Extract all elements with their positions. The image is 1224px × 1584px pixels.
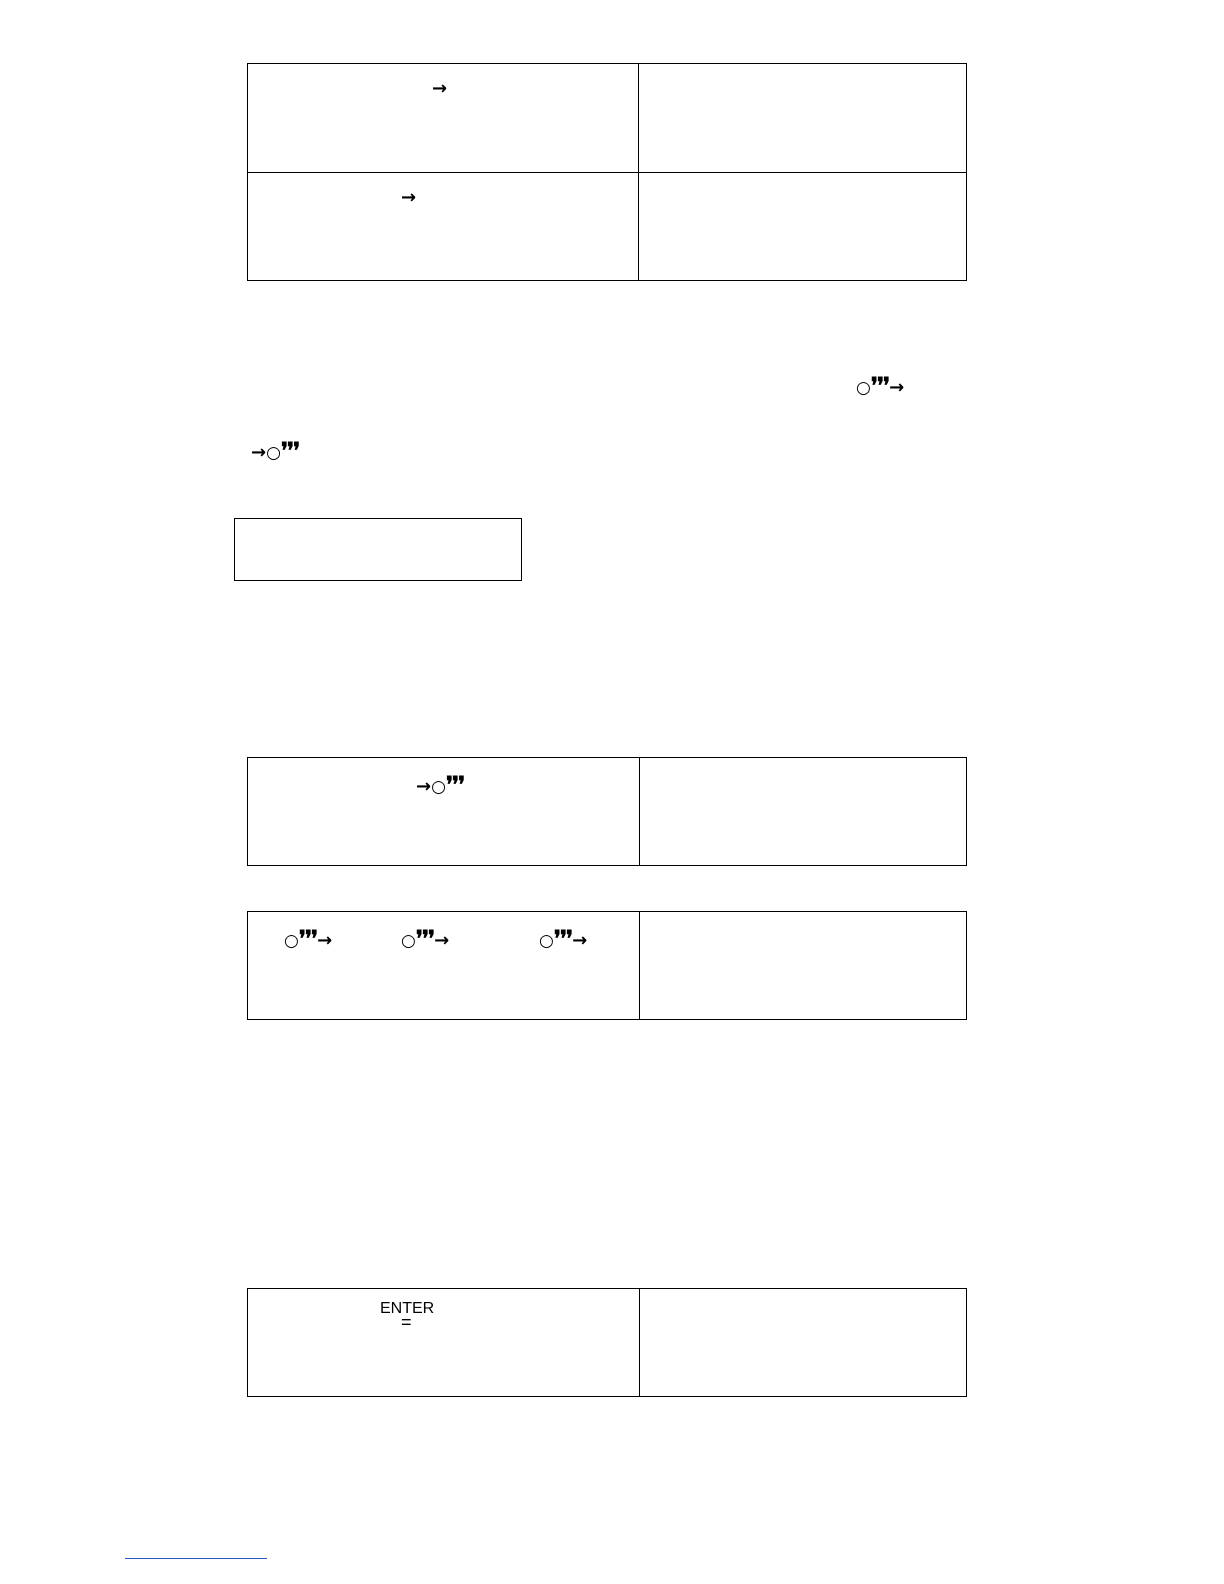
table-1-row-divider bbox=[248, 172, 966, 173]
comma-icon: ❜ bbox=[421, 926, 429, 952]
comma-icon: ❜ bbox=[553, 926, 560, 952]
arrow-icon: → bbox=[251, 442, 267, 463]
comma-icon: ❜ bbox=[428, 926, 435, 952]
circle-icon: ○ bbox=[856, 378, 871, 398]
arrow-circle-comma-sequence bbox=[416, 774, 464, 796]
arrow-icon: → bbox=[401, 187, 417, 208]
arrow-circle-comma-sequence bbox=[251, 440, 299, 462]
circle-comma-arrow-sequence bbox=[539, 928, 587, 950]
table-4-column-divider bbox=[639, 1289, 640, 1396]
circle-icon: ○ bbox=[539, 931, 554, 951]
comma-icon: ❜ bbox=[876, 373, 884, 399]
circle-icon: ○ bbox=[266, 443, 281, 463]
table-1 bbox=[247, 63, 967, 281]
comma-icon: ❜ bbox=[566, 926, 573, 952]
circle-comma-arrow-sequence bbox=[401, 928, 449, 950]
circle-comma-arrow-sequence bbox=[856, 375, 904, 397]
comma-icon: ❜ bbox=[293, 438, 300, 464]
comma-icon: ❜ bbox=[458, 772, 465, 798]
comma-icon: ❜ bbox=[452, 772, 459, 798]
comma-icon: ❜ bbox=[311, 926, 318, 952]
display-box bbox=[234, 518, 522, 581]
arrow-icon: → bbox=[572, 930, 588, 951]
table-2-column-divider bbox=[639, 758, 640, 865]
circle-icon: ○ bbox=[431, 777, 446, 797]
table-2 bbox=[247, 757, 967, 866]
circle-comma-arrow-sequence bbox=[284, 928, 332, 950]
comma-icon: ❜ bbox=[287, 438, 294, 464]
circle-icon: ○ bbox=[401, 931, 416, 951]
equals-sign: = bbox=[401, 1312, 412, 1332]
table-3 bbox=[247, 911, 967, 1020]
comma-icon: ❜ bbox=[415, 926, 422, 952]
comma-icon: ❜ bbox=[280, 438, 288, 464]
enter-key-label: ENTER bbox=[380, 1300, 435, 1317]
table-4 bbox=[247, 1288, 967, 1397]
table-3-column-divider bbox=[639, 912, 640, 1019]
comma-icon: ❜ bbox=[883, 373, 890, 399]
comma-icon: ❜ bbox=[298, 926, 305, 952]
arrow-icon: → bbox=[432, 78, 448, 99]
footnote-separator bbox=[125, 1558, 267, 1559]
arrow-icon: → bbox=[317, 930, 333, 951]
arrow-icon: → bbox=[416, 776, 432, 797]
circle-icon: ○ bbox=[284, 931, 299, 951]
comma-icon: ❜ bbox=[304, 926, 312, 952]
comma-icon: ❜ bbox=[559, 926, 567, 952]
arrow-icon: → bbox=[889, 377, 905, 398]
comma-icon: ❜ bbox=[445, 772, 453, 798]
comma-icon: ❜ bbox=[870, 373, 877, 399]
arrow-icon: → bbox=[434, 930, 450, 951]
